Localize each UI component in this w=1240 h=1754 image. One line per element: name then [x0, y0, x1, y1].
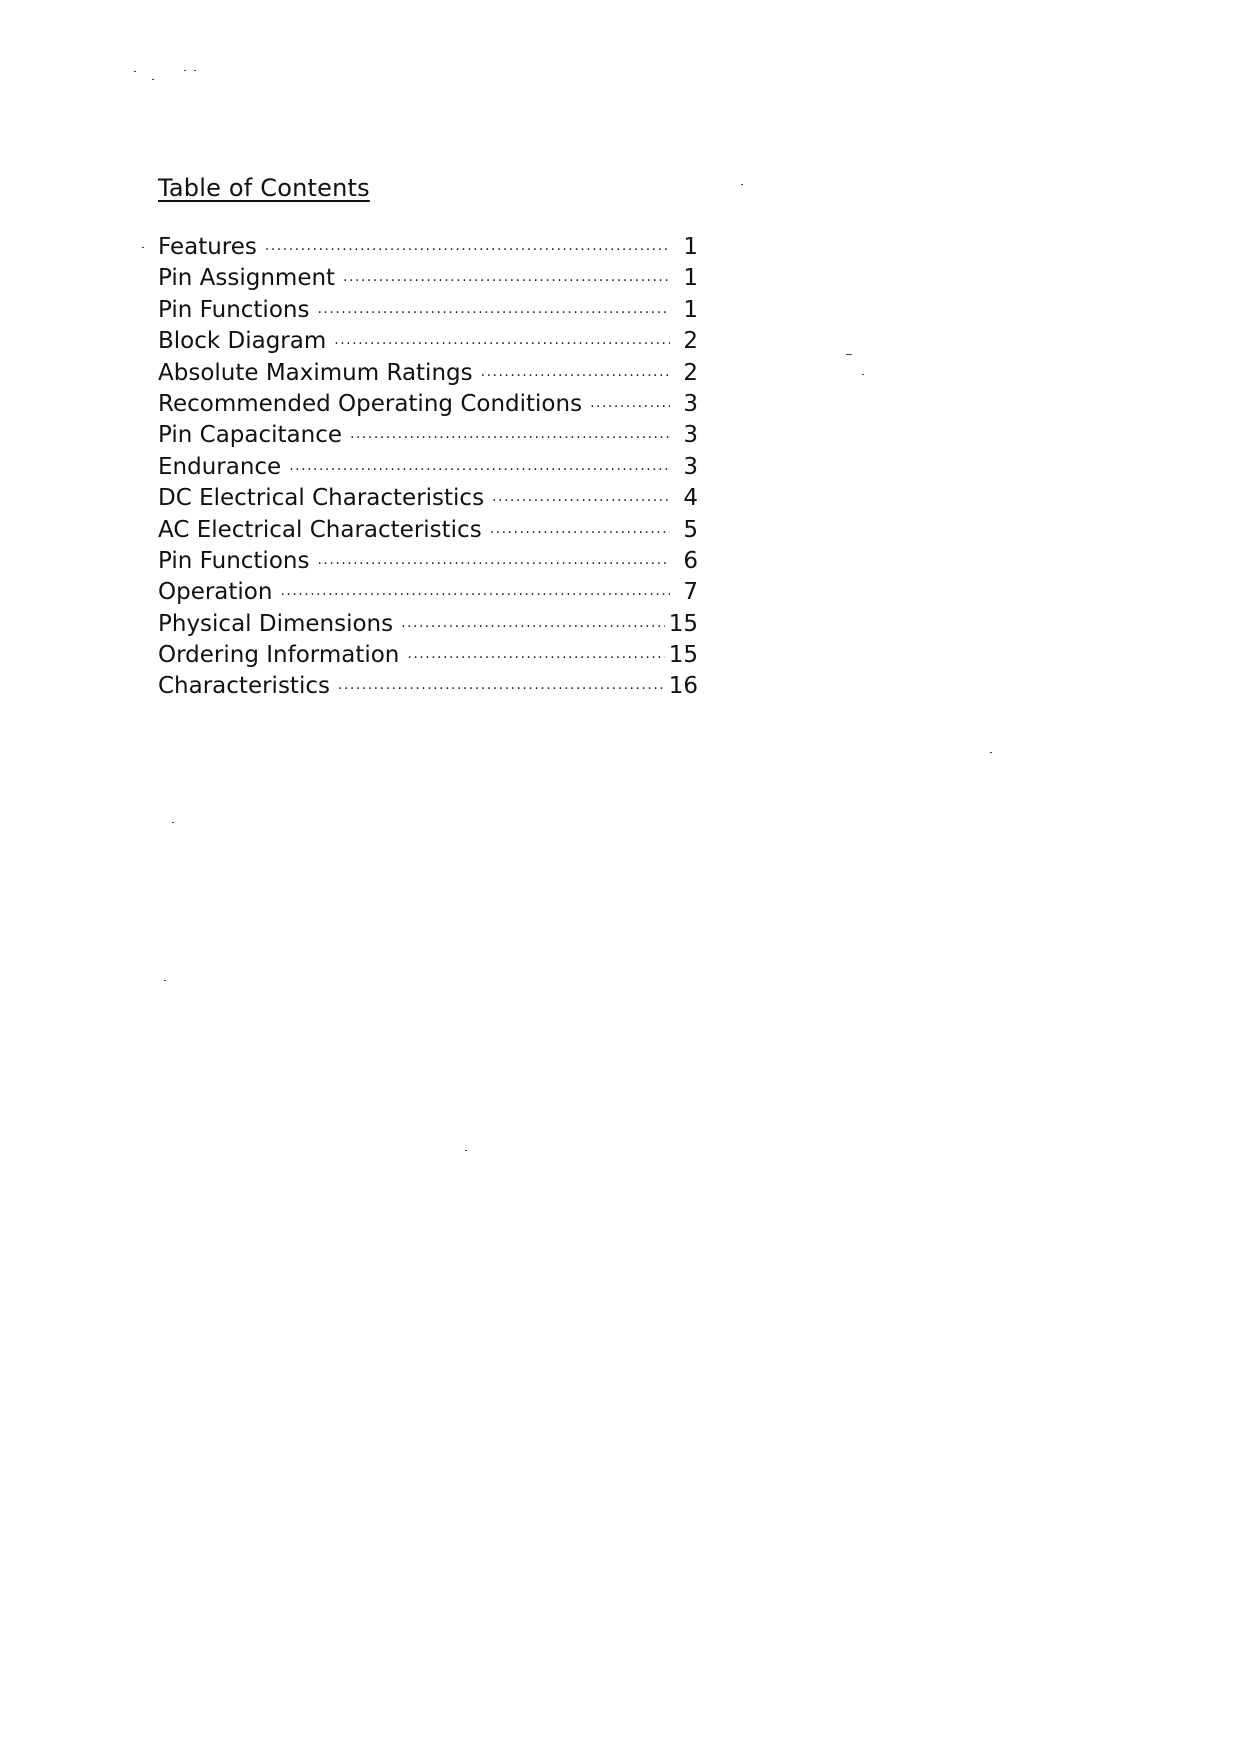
toc-leader-dots: [265, 235, 670, 266]
toc-entry-label: Endurance: [158, 453, 282, 480]
toc-entry-page: 7: [683, 579, 698, 606]
toc-entry: [158, 232, 698, 263]
toc-entry-page: 1: [683, 234, 698, 260]
toc-entry: [158, 420, 698, 451]
toc-leader-dots: [280, 580, 670, 611]
toc-entry: [158, 640, 698, 671]
toc-leader-dots: [407, 643, 664, 674]
toc-list: [158, 232, 698, 703]
toc-entry-label: Pin Assignment: [158, 265, 336, 292]
toc-entry: [158, 389, 698, 420]
toc-leader-dots: [490, 518, 670, 549]
toc-entry-label: Physical Dimensions: [158, 610, 394, 637]
toc-title: Table of Contents: [158, 174, 370, 202]
toc-leader-dots: [317, 298, 670, 329]
toc-entry-label: Recommended Operating Conditions: [158, 390, 583, 417]
toc-entry-label: Pin Functions: [158, 296, 310, 323]
toc-entry-page: 3: [683, 453, 698, 480]
toc-leader-dots: [334, 329, 670, 360]
toc-entry-page: 16: [668, 673, 698, 700]
toc-entry-page: 3: [683, 390, 698, 417]
toc-leader-dots: [343, 266, 670, 297]
toc-entry: [158, 263, 698, 294]
toc-entry-label: Pin Capacitance: [158, 422, 343, 449]
toc-entry: [158, 609, 698, 640]
toc-entry-label: Block Diagram: [158, 328, 327, 355]
toc-entry: [158, 483, 698, 514]
toc-entry-label: AC Electrical Characteristics: [158, 516, 482, 543]
toc-entry-label: Characteristics: [158, 673, 330, 700]
toc-leader-dots: [590, 392, 670, 423]
toc-entry: [158, 452, 698, 483]
toc-leader-dots: [317, 549, 670, 580]
toc-entry: [158, 546, 698, 577]
toc-leader-dots: [289, 455, 670, 486]
toc-entry-label: Absolute Maximum Ratings: [158, 359, 473, 386]
toc-entry-page: 4: [683, 485, 698, 512]
toc-entry-label: Operation: [158, 579, 273, 606]
toc-leader-dots: [338, 674, 665, 705]
toc-entry: [158, 295, 698, 326]
toc-entry-label: DC Electrical Characteristics: [158, 485, 485, 512]
toc-leader-dots: [481, 361, 670, 392]
toc-entry-page: 2: [683, 328, 698, 355]
toc-entry-label: Pin Functions: [158, 547, 310, 574]
toc-entry: [158, 671, 698, 702]
toc-entry: [158, 515, 698, 546]
toc-entry-page: 3: [683, 422, 698, 449]
toc-leader-dots: [350, 423, 670, 454]
toc-entry-page: 2: [683, 359, 698, 386]
toc-entry-page: 15: [668, 642, 698, 669]
toc-entry-page: 6: [683, 547, 698, 574]
toc-leader-dots: [401, 612, 665, 643]
toc-entry-page: 1: [683, 265, 698, 292]
toc-entry: [158, 326, 698, 357]
toc-entry: [158, 577, 698, 608]
toc-entry-label: Ordering Information: [158, 642, 400, 669]
toc-entry-page: 15: [668, 610, 698, 637]
toc-entry-label: Features: [158, 234, 257, 260]
toc-entry: [158, 358, 698, 389]
toc-entry-page: 1: [683, 296, 698, 323]
toc-leader-dots: [492, 486, 670, 517]
toc-entry-page: 5: [683, 516, 698, 543]
